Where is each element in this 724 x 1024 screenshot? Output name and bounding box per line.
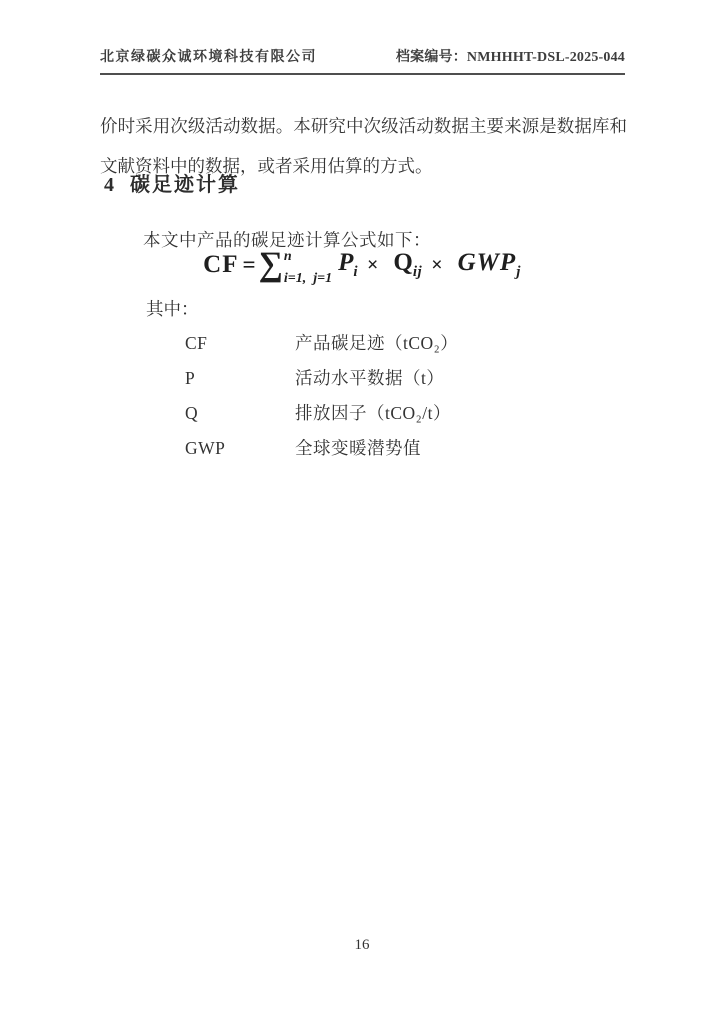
term-q-base: Q [393, 249, 413, 276]
body-paragraph-continuation: 价时采用次级活动数据。本研究中次级活动数据主要来源是数据库和文献资料中的数据，或者采用估算的方式。 [100, 115, 627, 176]
sigma-upper-limit: n [283, 249, 292, 264]
formula-term-gwp [458, 249, 521, 281]
page-number: 16 [354, 937, 370, 953]
definition-row [185, 396, 458, 431]
definition-description: 全球变暖潜势值 [295, 438, 421, 458]
doc-number-label: 档案编号： [395, 50, 467, 65]
term-gwp-subscript: j [516, 264, 521, 280]
symbol-definitions [185, 326, 458, 466]
sigma-lower-limit: i=1, j=1 [283, 271, 333, 286]
definition-description: 排放因子（tCO₂/t） [295, 403, 451, 423]
definition-symbol: CF [185, 333, 208, 353]
term-p-subscript: i [353, 264, 359, 280]
page-header [100, 46, 625, 75]
formula-term-p [338, 249, 358, 281]
company-name: 北京绿碳众诚环境科技有限公司 [100, 50, 317, 65]
formula-inner [203, 244, 521, 286]
formula-intro-paragraph: 本文中产品的碳足迹计算公式如下： [143, 229, 431, 250]
definition-symbol: Q [185, 403, 199, 423]
where-label: 其中： [146, 299, 199, 319]
definition-row [185, 361, 458, 396]
doc-number-block [396, 46, 625, 66]
formula-equals: = [242, 252, 256, 277]
section-heading [104, 168, 240, 197]
doc-number-value: NMHHHT-DSL-2025-044 [466, 50, 625, 65]
section-number: 4 [104, 174, 114, 196]
formula-term-q [393, 249, 422, 281]
multiply-operator-1: × [367, 253, 379, 276]
formula-lhs: CF [203, 251, 239, 278]
carbon-footprint-formula [0, 244, 724, 286]
term-p-base: P [338, 249, 354, 276]
section-title: 碳足迹计算 [130, 174, 240, 196]
term-q-subscript: ij [412, 264, 423, 280]
sigma-limits [284, 250, 332, 286]
sigma-symbol: ∑ [258, 246, 283, 283]
term-gwp-base: GWP [457, 249, 517, 276]
definition-row [185, 431, 458, 466]
definition-description: 产品碳足迹（tCO₂） [295, 333, 459, 353]
definition-symbol: GWP [185, 438, 226, 458]
definition-description: 活动水平数据（t） [295, 368, 445, 388]
multiply-operator-2: × [431, 253, 443, 276]
definition-symbol: P [185, 368, 196, 388]
definition-row [185, 326, 458, 361]
